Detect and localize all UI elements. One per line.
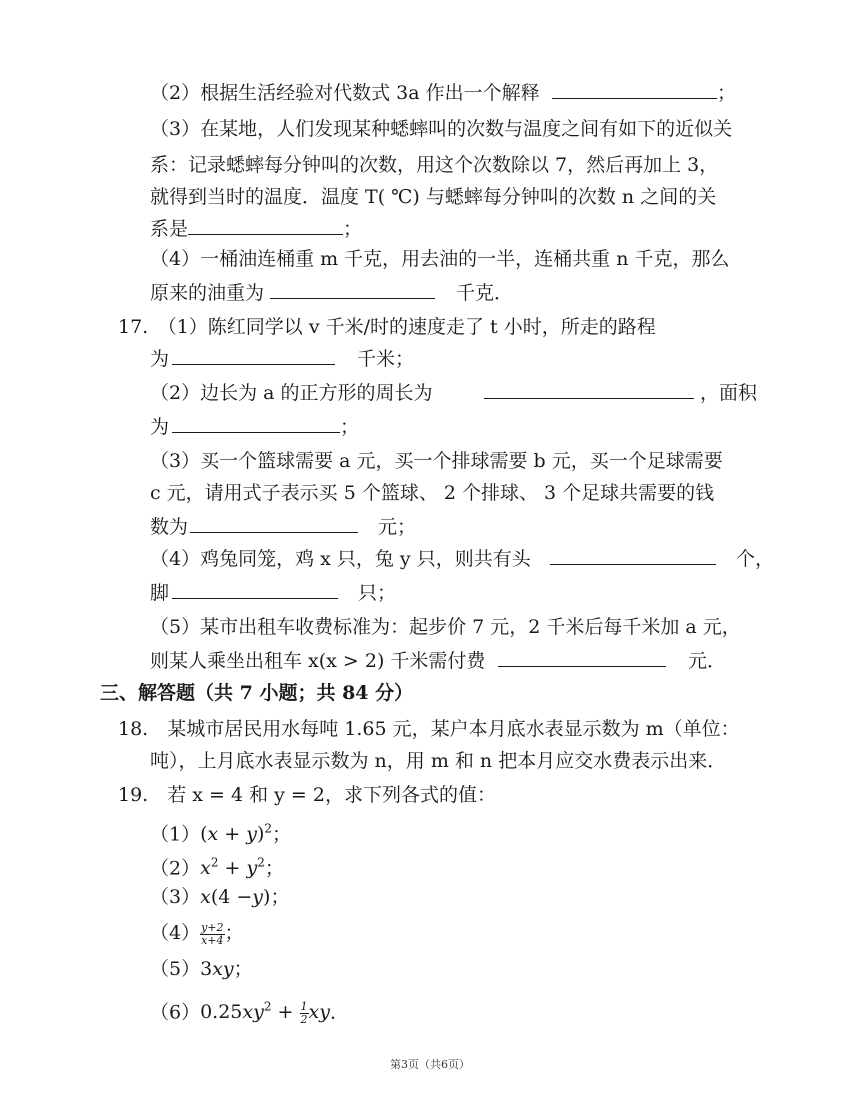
q17-part4-text1: （4）鸡兔同笼，鸡 x 只，兔 y 只，则共有头 <box>150 548 531 570</box>
q17-part5-text2: 则某人乘坐出租车 x(x > 2) 千米需付费 <box>150 650 486 672</box>
q19-item2-expr: $x^2 + y^2$ <box>200 856 265 880</box>
q16-part3-text1: （3）在某地，人们发现某种蟋蟀叫的次数与温度之间有如下的近似关 <box>150 118 733 140</box>
q18-line2 <box>0 744 860 778</box>
page-footer: 第3页（共6页） <box>390 1058 470 1071</box>
q17-part3-unit: 元； <box>378 516 417 538</box>
q16-part3-text4: 系是 <box>150 218 189 240</box>
q16-part4-line2 <box>0 276 860 310</box>
q17-part5-line1 <box>0 610 860 644</box>
q16-part2-text: （2）根据生活经验对代数式 3a 作出一个解释 <box>150 82 540 104</box>
section-heading <box>0 676 860 710</box>
q19-item2-label: （2） <box>150 857 201 880</box>
q16-part2: （2）根据生活经验对代数式 3a 作出一个解释 ； <box>0 76 860 110</box>
q19-item5: （5）3xy； <box>150 958 253 980</box>
answer-blank[interactable] <box>484 376 694 399</box>
q16-part4-unit: 千克． <box>456 282 514 304</box>
q19-item6-label: （6） <box>150 1001 201 1024</box>
q17-part1-line2 <box>0 342 860 376</box>
q19-stem-text: 19. 若 x = 4 和 y = 2，求下列各式的值： <box>118 784 496 806</box>
q17-part5-unit: 元． <box>688 650 727 672</box>
q17-part4-unit1: 个， <box>736 548 775 570</box>
q17-part2-text1: （2）边长为 a 的正方形的周长为 <box>150 382 433 404</box>
q16-part3-text3: 就得到当时的温度．温度 T( ℃) 与蟋蟀每分钟叫的次数 n 之间的关 <box>150 186 717 208</box>
answer-blank[interactable] <box>172 342 335 365</box>
answer-blank[interactable] <box>270 276 435 299</box>
q17-part5-text1: （5）某市出租车收费标准为：起步价 7 元，2 千米后每千米加 a 元， <box>150 616 741 638</box>
q19-item1-expr: $(x + y)^2$ <box>200 822 273 846</box>
q19-item4: （4） $\frac{y+2}{x+4}$ ； <box>150 920 244 947</box>
answer-blank[interactable] <box>188 212 343 235</box>
answer-blank[interactable] <box>550 542 716 565</box>
q19-item3-expr: x(4 −y) <box>200 886 271 908</box>
answer-blank[interactable] <box>172 576 338 599</box>
q19-item1-label: （1） <box>150 823 201 846</box>
q16-part4-text1: （4）一桶油连桶重 m 千克，用去油的一半，连桶共重 n 千克，那么 <box>150 248 730 270</box>
q17-part1-text1: 17. （1）陈红同学以 v 千米/时的速度走了 t 小时，所走的路程 <box>118 316 656 338</box>
q19-item3-label: （3） <box>150 886 201 908</box>
q17-part1-unit: 千米； <box>357 348 415 370</box>
answer-blank[interactable] <box>172 410 340 433</box>
q19-item5-expr: 3xy <box>200 958 234 980</box>
q19-item6-expr: $0.25xy^2$ + $\frac{1}{2}$ xy <box>200 999 330 1026</box>
q19-item4-fraction <box>200 922 224 947</box>
q19-item4-label: （4） <box>150 922 201 944</box>
q17-part4-text2: 脚 <box>150 582 170 604</box>
q19-item1: $(1)(x + y)^2$； <box>150 822 292 846</box>
q18-text2: 吨），上月底水表显示数为 n，用 m 和 n 把本月应交水费表示出来． <box>150 750 727 772</box>
q17-part3-line1 <box>0 444 860 478</box>
q16-part4-line1 <box>0 242 860 276</box>
q16-part3-text2: 系：记录蟋蟀每分钟叫的次数，用这个次数除以 7，然后再加上 3， <box>150 154 719 176</box>
fraction-numerator: y+2 <box>201 920 224 934</box>
q18-text1: 18. 某城市居民用水每吨 1.65 元，某户本月底水表显示数为 m（单位： <box>118 718 740 740</box>
q16-part3-line1 <box>0 112 860 146</box>
q17-part3-line3 <box>0 510 860 544</box>
q17-part5-line2 <box>0 644 860 678</box>
q19-item5-label: （5） <box>150 958 201 980</box>
section-heading-text: 三、解答题（共 7 小题；共 84 分） <box>100 682 414 704</box>
q17-part2-area: ，面积 <box>700 382 758 404</box>
q17-part3-text2: c 元，请用式子表示买 5 个篮球、 2 个排球、 3 个足球共需要的钱 <box>150 482 715 504</box>
q17-part3-line2 <box>0 476 860 510</box>
q17-part2-line1 <box>0 376 860 410</box>
q19-item3: （3）x(4 −y)； <box>150 886 290 908</box>
q17-part3-text1: （3）买一个篮球需要 a 元，买一个排球需要 b 元，买一个足球需要 <box>150 450 723 472</box>
q17-part3-text3: 数为 <box>150 516 189 538</box>
q19-stem <box>0 778 860 812</box>
answer-blank[interactable] <box>552 76 717 99</box>
q17-part1-text2: 为 <box>150 348 170 370</box>
fraction-denominator: x+4 <box>201 933 224 947</box>
q17-part2-line2: 为 ； <box>0 410 860 444</box>
q16-part4-text2: 原来的油重为 <box>150 282 265 304</box>
q17-part4-line1 <box>0 542 860 576</box>
q18-line1 <box>0 712 860 746</box>
q17-part2-text2: 为 <box>150 416 170 438</box>
q16-part3-line2 <box>0 148 860 182</box>
q17-part4-unit2: 只； <box>358 582 397 604</box>
q19-item2: $(2)x^2 + y^2$； <box>150 856 284 880</box>
q17-part4-line2 <box>0 576 860 610</box>
answer-blank[interactable] <box>498 644 666 667</box>
q16-part3-line3 <box>0 180 860 214</box>
q17-part1-line1 <box>0 310 860 344</box>
answer-blank[interactable] <box>190 510 358 533</box>
q19-item6: $(6)0.25xy^2$ + $\frac{1}{2}$ xy． <box>150 999 349 1026</box>
q16-part3-line4: 系是 ； <box>0 212 860 246</box>
